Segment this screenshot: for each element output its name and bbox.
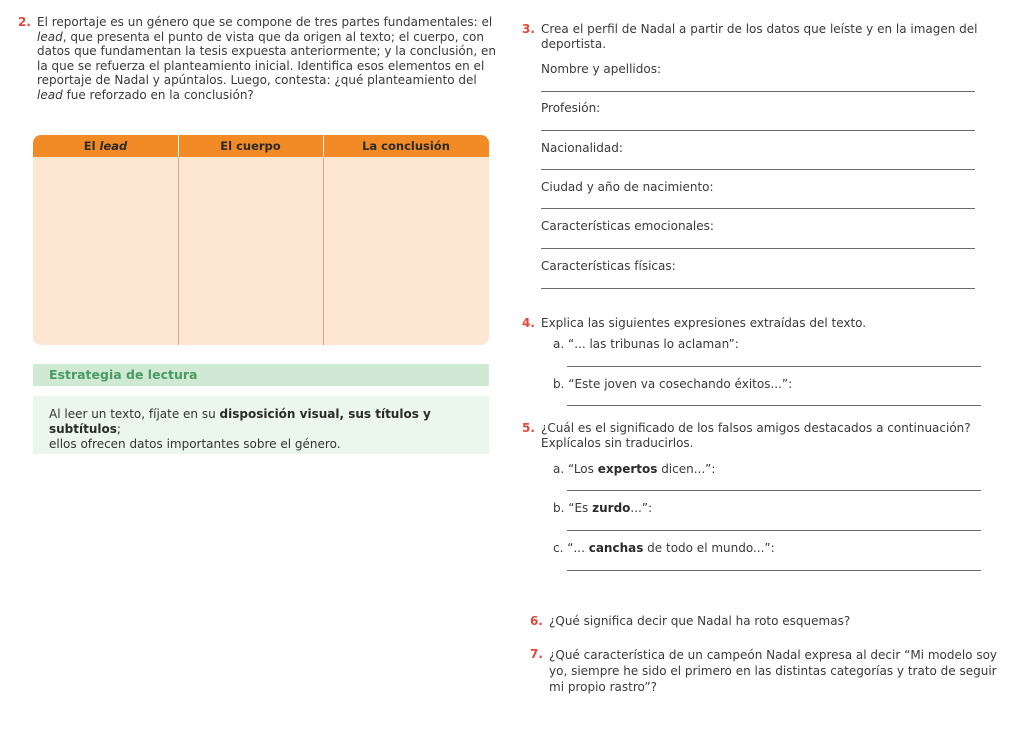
question-number: 3.	[522, 22, 535, 36]
answer-line-emotional[interactable]	[541, 248, 975, 249]
text-fragment: , que presenta el punto de vista que da origen al texto; el cuerpo, con	[62, 29, 484, 44]
question-2	[18, 15, 497, 102]
answer-line-profession[interactable]	[541, 130, 975, 131]
text-fragment: b. “Es	[553, 501, 593, 515]
header-cuerpo: El cuerpo	[220, 139, 281, 153]
text-fragment: c. “...	[553, 541, 589, 555]
field-name-label: Nombre y apellidos:	[541, 62, 662, 76]
bold-term: zurdo	[592, 501, 631, 515]
text-line: Crea el perfil de Nadal a partir de los datos que leíste y en la imagen del	[541, 22, 978, 36]
question-5	[522, 421, 1001, 450]
italic-term: lead	[37, 29, 63, 44]
question-6	[530, 614, 850, 629]
header-lead	[33, 135, 178, 157]
answer-line-4b[interactable]	[567, 405, 981, 406]
item-5c	[553, 541, 775, 555]
header-divider	[178, 135, 179, 157]
answer-line-5b[interactable]	[567, 530, 981, 531]
field-emotional-label: Características emocionales:	[541, 219, 714, 233]
question-3-text	[541, 22, 1001, 51]
answer-line-nationality[interactable]	[541, 169, 975, 170]
question-7-text	[549, 647, 1009, 695]
question-number: 6.	[530, 614, 543, 628]
answer-line-4a[interactable]	[567, 366, 981, 367]
text-line	[37, 30, 497, 45]
text-line: El reportaje es un género que se compone de tres partes fundamentales: el	[37, 15, 493, 29]
text-line: yo, siempre he sido el primero en las distintas categorías y trato de seguir	[549, 664, 997, 678]
text-line: ¿Cuál es el significado de los falsos amigos destacados a continuación?	[541, 421, 971, 435]
italic-term: lead	[37, 87, 63, 102]
question-3	[522, 22, 1001, 51]
text-line: Explícalos sin traducirlos.	[541, 435, 694, 450]
question-number: 7.	[530, 647, 543, 661]
question-number: 5.	[522, 421, 535, 435]
text-line: reportaje de Nadal y apúntalos. Luego, contesta: ¿qué planteamiento del	[37, 73, 477, 87]
header-italic: lead	[99, 139, 128, 153]
text-fragment: a. “Los	[553, 462, 598, 476]
question-number: 2.	[18, 15, 31, 29]
item-4b: b. “Este joven va cosechando éxitos...”:	[553, 377, 793, 391]
bold-term: expertos	[597, 462, 658, 476]
question-4	[522, 316, 866, 331]
header-text: El	[83, 139, 100, 153]
strategy-title: Estrategia de lectura	[49, 367, 198, 382]
cell-lead[interactable]	[33, 157, 178, 345]
answer-line-5a[interactable]	[567, 490, 981, 491]
organizer-table	[33, 135, 489, 345]
question-5-text	[541, 421, 1001, 450]
field-physical-label: Características físicas:	[541, 259, 676, 273]
text-fragment: ...”:	[630, 501, 653, 515]
question-number: 4.	[522, 316, 535, 330]
text-line	[37, 88, 497, 103]
question-2-text	[37, 15, 497, 102]
text-fragment: dicen...”:	[657, 462, 716, 476]
answer-line-physical[interactable]	[541, 288, 975, 289]
strategy-box	[33, 396, 489, 454]
header-conclusion: La conclusión	[362, 139, 450, 153]
organizer-header	[33, 135, 489, 157]
item-5b	[553, 501, 652, 515]
header-divider	[323, 135, 324, 157]
question-6-text: ¿Qué significa decir que Nadal ha roto esquemas?	[549, 614, 851, 628]
cell-conclusion[interactable]	[324, 157, 489, 345]
bold-term: disposición visual, sus títulos y subtítulos	[49, 407, 431, 436]
cell-cuerpo[interactable]	[179, 157, 323, 345]
text-line: datos que fundamentan la tesis expuesta anteriormente; y la conclusión, en	[37, 44, 496, 58]
item-4a: a. “... las tribunas lo aclaman”:	[553, 337, 739, 351]
question-4-text: Explica las siguientes expresiones extraídas del texto.	[541, 316, 867, 330]
item-5a	[553, 462, 715, 476]
answer-line-name[interactable]	[541, 91, 975, 92]
text-fragment: fue reforzado en la conclusión?	[62, 87, 254, 102]
answer-line-5c[interactable]	[567, 570, 981, 571]
text-fragment: ;	[116, 422, 121, 436]
text-line: mi propio rastro”?	[549, 680, 657, 694]
text-line: deportista.	[541, 36, 607, 51]
text-line: la que se refuerza el planteamiento inicial. Identifica esos elementos en el	[37, 58, 485, 73]
field-birthplace-label: Ciudad y año de nacimiento:	[541, 180, 714, 194]
answer-line-birthplace[interactable]	[541, 208, 975, 209]
strategy-text	[49, 407, 479, 452]
text-fragment: ellos ofrecen datos importantes sobre el género.	[49, 437, 341, 451]
bold-term: canchas	[588, 541, 644, 555]
text-fragment: de todo el mundo...”:	[643, 541, 775, 555]
question-7	[530, 647, 1009, 695]
field-nationality-label: Nacionalidad:	[541, 141, 623, 155]
text-fragment: Al leer un texto, fíjate en su	[49, 407, 220, 421]
text-line: ¿Qué característica de un campeón Nadal expresa al decir “Mi modelo soy	[549, 648, 998, 662]
field-profession-label: Profesión:	[541, 101, 601, 115]
strategy-header	[33, 364, 489, 386]
